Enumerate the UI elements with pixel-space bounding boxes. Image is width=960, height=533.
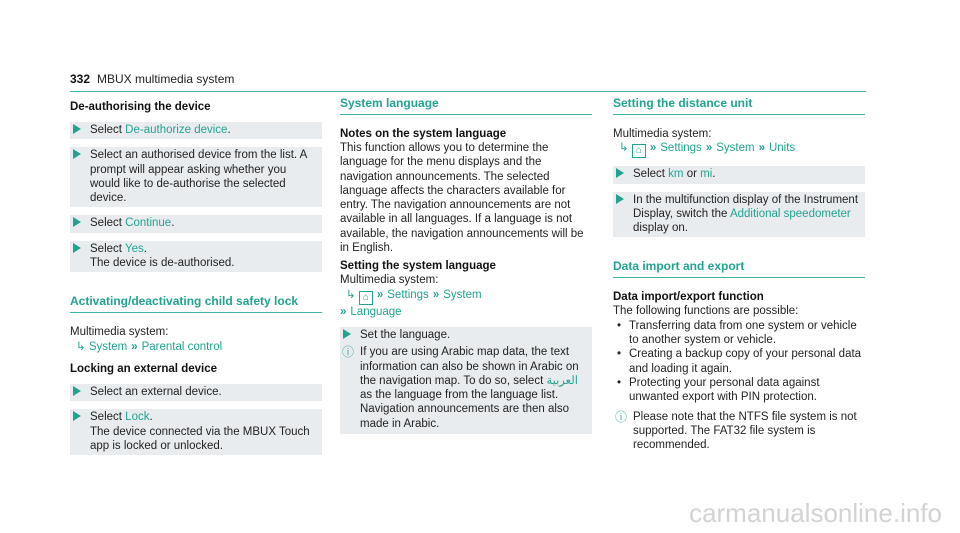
chevron-icon: » xyxy=(758,142,765,155)
path-units[interactable]: Units xyxy=(768,142,796,155)
arabic-language-link[interactable]: العربية xyxy=(546,374,578,387)
chevron-icon: » xyxy=(340,305,347,318)
step-select-yes: Select Yes. The device is de-authorised. xyxy=(70,241,322,273)
step-select-continue: Select Continue. xyxy=(70,215,322,232)
system-language-heading: System language xyxy=(340,96,592,115)
info-icon: ⓘ xyxy=(615,409,628,424)
function-intro: The following functions are possible: xyxy=(613,305,799,318)
step-select-lock: Select Lock. The device connected via the MBUX Touch app is locked or unlocked. xyxy=(70,409,322,455)
column-3 xyxy=(613,96,865,455)
step-select-deauthorize: Select De-authorize device. xyxy=(70,122,322,139)
page-number: 332 xyxy=(70,72,91,86)
step-arrow-icon xyxy=(616,168,624,178)
path-system[interactable]: System xyxy=(88,340,128,353)
watermark: carmanualsonline.info xyxy=(689,498,942,528)
continue-link[interactable]: Continue xyxy=(125,217,172,230)
path-arrow-icon: ↳ xyxy=(619,142,629,155)
home-icon[interactable]: ⌂ xyxy=(632,144,646,158)
multimedia-label: Multimedia system: xyxy=(340,274,439,287)
child-lock-heading: Activating/deactivating child safety lock xyxy=(70,294,322,313)
distance-unit-heading: Setting the distance unit xyxy=(613,96,865,115)
path-system[interactable]: System xyxy=(716,142,755,155)
step-speedometer: In the multifunction display of the Instrument Display, switch the Additional speedometer display on. xyxy=(613,192,865,238)
multimedia-label: Multimedia system: xyxy=(613,128,712,140)
step-select-external: Select an external device. xyxy=(70,384,322,401)
yes-link[interactable]: Yes xyxy=(124,242,144,255)
deauthorize-device-link[interactable]: De-authorize device xyxy=(125,124,228,136)
step-arrow-icon xyxy=(73,386,81,396)
chevron-icon: » xyxy=(376,288,384,301)
info-icon: ⓘ xyxy=(342,345,355,360)
chevron-icon: » xyxy=(649,142,657,155)
step-arrow-icon xyxy=(73,243,81,253)
list-item: • Transferring data from one system or vehicle to another system or vehicle. xyxy=(617,319,857,347)
notes-text: This function allows you to determine the language for the menu displays and the navigation announcements. The selected language affects the characters available for entry. The navigation announcements are not available in all languages. If a language is not available, the navigation announcements will be in English. xyxy=(340,142,584,255)
column-1 xyxy=(70,96,322,455)
step-arrow-icon xyxy=(343,329,351,339)
deauth-heading: De-authorising the device xyxy=(70,101,211,113)
menu-path xyxy=(340,288,592,319)
step-arrow-icon xyxy=(73,124,81,134)
notes-heading: Notes on the system language xyxy=(340,128,507,140)
additional-speedometer-link[interactable]: Additional speedometer xyxy=(729,207,851,220)
arabic-note: ⓘ If you are using Arabic map data, the text information can also be shown in Arabic on the navigation map. To do so, select العربية as the language from the language list. Navigation announcements are then also made in Arabic. xyxy=(340,344,592,434)
header-rule xyxy=(70,91,866,92)
step-arrow-icon xyxy=(73,217,81,227)
menu-path xyxy=(613,141,865,158)
menu-path xyxy=(70,340,322,354)
function-heading: Data import/export function xyxy=(613,291,764,304)
path-settings[interactable]: Settings xyxy=(387,288,429,301)
path-arrow-icon: ↳ xyxy=(346,288,356,301)
column-2 xyxy=(340,96,592,434)
step-arrow-icon xyxy=(73,149,81,159)
path-language[interactable]: Language xyxy=(350,305,402,318)
step-set-language: Set the language. xyxy=(340,327,592,344)
step-select-device: Select an authorised device from the list. A prompt will appear asking whether you would like to de-authorise the selected device. xyxy=(70,147,322,207)
list-item: • Creating a backup copy of your personal data and loading it again. xyxy=(617,348,862,375)
path-system[interactable]: System xyxy=(443,288,482,301)
lock-heading: Locking an external device xyxy=(70,362,218,375)
step-select-unit: Select km or mi. xyxy=(613,166,865,183)
step-arrow-icon xyxy=(73,411,81,421)
home-icon[interactable]: ⌂ xyxy=(359,291,373,305)
step-arrow-icon xyxy=(616,194,624,204)
lock-link[interactable]: Lock xyxy=(125,411,150,424)
chevron-icon: » xyxy=(432,288,440,301)
km-link[interactable]: km xyxy=(668,168,684,181)
list-item: • Protecting your personal data against unwanted export with PIN protection. xyxy=(617,376,820,404)
path-settings[interactable]: Settings xyxy=(660,142,702,155)
path-arrow-icon: ↳ xyxy=(76,340,86,353)
path-parental-control[interactable]: Parental control xyxy=(141,340,223,353)
data-import-export-heading: Data import and export xyxy=(613,259,865,278)
page-header-title: MBUX multimedia system xyxy=(97,72,235,86)
set-language-heading: Setting the system language xyxy=(340,260,496,273)
chevron-icon: » xyxy=(705,142,713,155)
mi-link[interactable]: mi xyxy=(700,168,713,181)
chevron-icon: » xyxy=(131,340,138,353)
multimedia-label: Multimedia system: xyxy=(70,326,169,339)
ntfs-note: ⓘ Please note that the NTFS file system is not supported. The FAT32 file system is recommended. xyxy=(615,409,857,452)
